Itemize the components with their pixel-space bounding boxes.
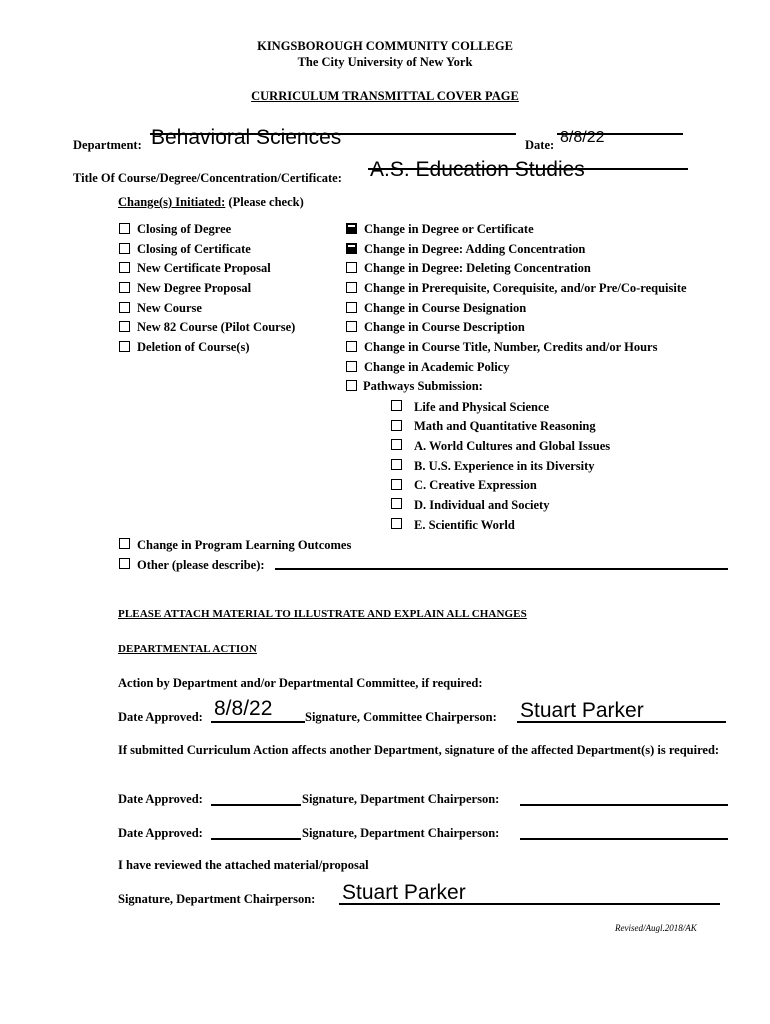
dept-signature-label-2: Signature, Department Chairperson: bbox=[302, 792, 500, 806]
date-field[interactable]: 8/8/22 bbox=[560, 129, 605, 146]
final-signature-field[interactable]: Stuart Parker bbox=[342, 881, 466, 904]
checkbox-new-82-course[interactable] bbox=[119, 321, 130, 332]
checkbox-scientific-world[interactable] bbox=[391, 518, 402, 529]
checkbox-deleting-concentration[interactable] bbox=[346, 262, 357, 273]
label-life-physical-science: Life and Physical Science bbox=[414, 400, 550, 414]
committee-signature-field[interactable]: Stuart Parker bbox=[520, 699, 644, 722]
checkbox-academic-policy[interactable] bbox=[346, 361, 357, 372]
label-closing-certificate: Closing of Certificate bbox=[137, 242, 251, 256]
checkbox-course-description[interactable] bbox=[346, 321, 357, 332]
label-individual-society: D. Individual and Society bbox=[414, 498, 550, 512]
checkbox-closing-certificate[interactable] bbox=[119, 243, 130, 254]
checkbox-world-cultures[interactable] bbox=[391, 439, 402, 450]
changes-heading-prefix: Change(s) Initiated: bbox=[118, 195, 226, 209]
title-field[interactable]: A.S. Education Studies bbox=[370, 158, 585, 181]
date-approved-field[interactable]: 8/8/22 bbox=[214, 697, 273, 720]
title-label: Title Of Course/Degree/Concentration/Certificate: bbox=[73, 171, 342, 185]
department-label: Department: bbox=[73, 138, 142, 152]
checkbox-pathways[interactable] bbox=[346, 380, 357, 391]
checkbox-other[interactable] bbox=[119, 558, 130, 569]
revised-footer: Revised/Augl.2018/AK bbox=[615, 923, 697, 933]
label-change-degree-certificate: Change in Degree or Certificate bbox=[364, 222, 534, 236]
date-approved-label: Date Approved: bbox=[118, 710, 203, 724]
dept-signature-field-2[interactable] bbox=[520, 804, 728, 806]
changes-heading-suffix: (Please check) bbox=[228, 195, 304, 209]
date-approved-field-3[interactable] bbox=[211, 838, 301, 840]
checkbox-course-designation[interactable] bbox=[346, 302, 357, 313]
checkbox-creative-expression[interactable] bbox=[391, 479, 402, 490]
checkbox-new-certificate[interactable] bbox=[119, 262, 130, 273]
label-new-82-course: New 82 Course (Pilot Course) bbox=[137, 320, 296, 334]
dept-signature-label-3: Signature, Department Chairperson: bbox=[302, 826, 500, 840]
date-approved-field-2[interactable] bbox=[211, 804, 301, 806]
checkbox-deletion-course[interactable] bbox=[119, 341, 130, 352]
label-pathways: Pathways Submission: bbox=[363, 379, 483, 393]
label-deletion-course: Deletion of Course(s) bbox=[137, 340, 250, 354]
label-new-course: New Course bbox=[137, 301, 202, 315]
label-course-designation: Change in Course Designation bbox=[364, 301, 527, 315]
checkbox-individual-society[interactable] bbox=[391, 498, 402, 509]
college-name: KINGSBOROUGH COMMUNITY COLLEGE bbox=[257, 39, 513, 53]
label-world-cultures: A. World Cultures and Global Issues bbox=[414, 439, 611, 453]
department-field[interactable]: Behavioral Sciences bbox=[151, 126, 342, 149]
departmental-action-heading: DEPARTMENTAL ACTION bbox=[118, 643, 257, 655]
checkbox-math-quantitative[interactable] bbox=[391, 420, 402, 431]
label-creative-expression: C. Creative Expression bbox=[414, 478, 537, 492]
checkbox-life-physical-science[interactable] bbox=[391, 400, 402, 411]
label-deleting-concentration: Change in Degree: Deleting Concentration bbox=[364, 261, 591, 275]
checkbox-us-experience[interactable] bbox=[391, 459, 402, 470]
final-signature-label: Signature, Department Chairperson: bbox=[118, 892, 316, 906]
label-new-degree: New Degree Proposal bbox=[137, 281, 252, 295]
label-scientific-world: E. Scientific World bbox=[414, 518, 515, 532]
attach-material-notice: PLEASE ATTACH MATERIAL TO ILLUSTRATE AND EXPLAIN ALL CHANGES bbox=[118, 608, 527, 620]
label-closing-degree: Closing of Degree bbox=[137, 222, 232, 236]
label-math-quantitative: Math and Quantitative Reasoning bbox=[414, 419, 596, 433]
checkbox-program-outcomes[interactable] bbox=[119, 538, 130, 549]
label-course-description: Change in Course Description bbox=[364, 320, 525, 334]
checkbox-new-course[interactable] bbox=[119, 302, 130, 313]
checkbox-change-prerequisite[interactable] bbox=[346, 282, 357, 293]
label-change-prerequisite: Change in Prerequisite, Corequisite, and/or Pre/Co-requisite bbox=[364, 281, 687, 295]
date-label: Date: bbox=[525, 138, 555, 152]
dept-signature-field-3[interactable] bbox=[520, 838, 728, 840]
date-approved-line bbox=[211, 721, 305, 723]
reviewed-note: I have reviewed the attached material/proposal bbox=[118, 858, 369, 872]
other-describe-field[interactable] bbox=[275, 568, 728, 570]
checkbox-change-degree-certificate[interactable] bbox=[346, 223, 357, 234]
label-adding-concentration: Change in Degree: Adding Concentration bbox=[364, 242, 586, 256]
checkbox-adding-concentration[interactable] bbox=[346, 243, 357, 254]
label-us-experience: B. U.S. Experience in its Diversity bbox=[414, 459, 595, 473]
committee-signature-label: Signature, Committee Chairperson: bbox=[305, 710, 497, 724]
checkbox-course-title[interactable] bbox=[346, 341, 357, 352]
label-course-title: Change in Course Title, Number, Credits and/or Hours bbox=[364, 340, 658, 354]
label-program-outcomes: Change in Program Learning Outcomes bbox=[137, 538, 352, 552]
checkbox-closing-degree[interactable] bbox=[119, 223, 130, 234]
affects-department-note: If submitted Curriculum Action affects another Department, signature of the affected Department(s) is required: bbox=[118, 743, 720, 757]
label-other: Other (please describe): bbox=[137, 558, 265, 572]
label-new-certificate: New Certificate Proposal bbox=[137, 261, 271, 275]
university-name: The City University of New York bbox=[297, 55, 473, 69]
date-approved-label-2: Date Approved: bbox=[118, 792, 203, 806]
changes-heading bbox=[118, 195, 304, 210]
label-academic-policy: Change in Academic Policy bbox=[364, 360, 510, 374]
checkbox-new-degree[interactable] bbox=[119, 282, 130, 293]
form-title: CURRICULUM TRANSMITTAL COVER PAGE bbox=[251, 89, 519, 103]
date-approved-label-3: Date Approved: bbox=[118, 826, 203, 840]
committee-prompt: Action by Department and/or Departmental Committee, if required: bbox=[118, 676, 483, 690]
